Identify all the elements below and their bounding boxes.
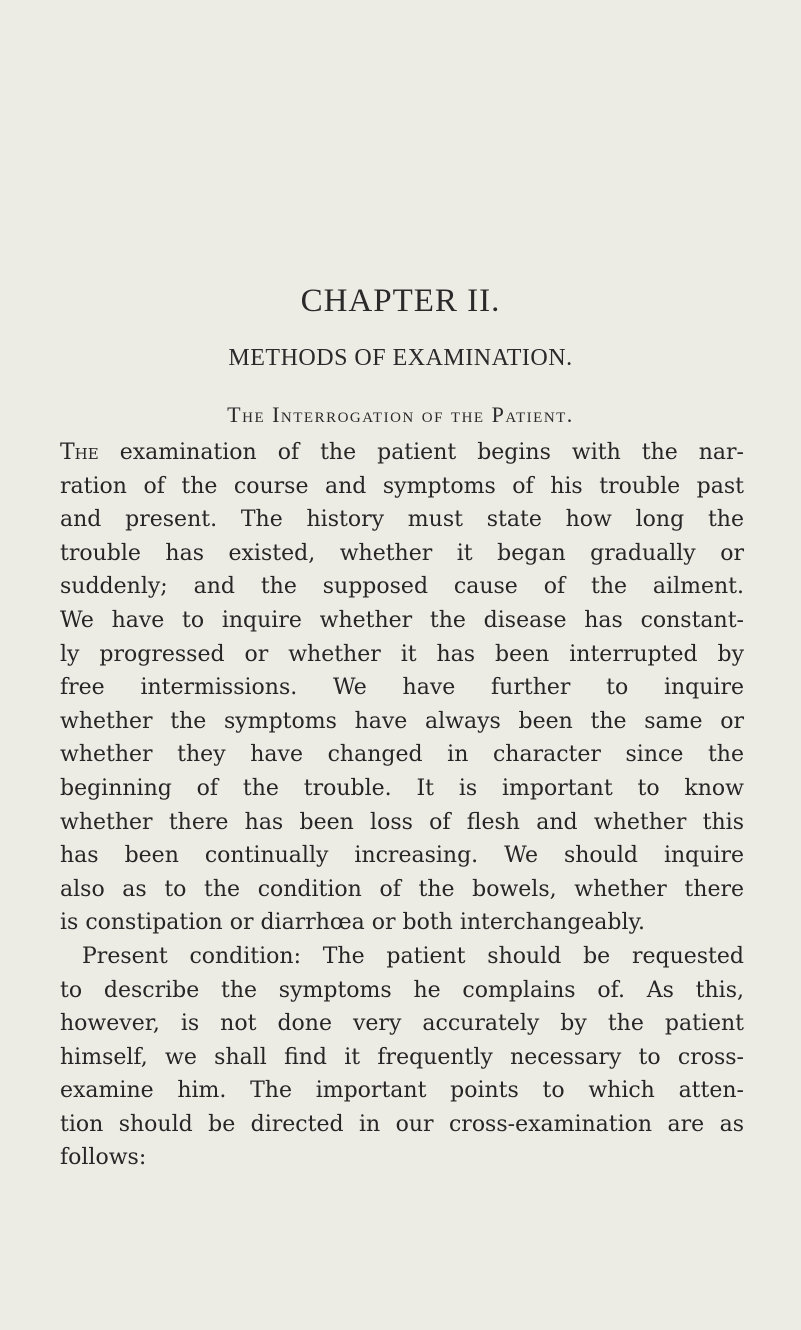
paragraph-2-line-2: to describe the symptoms he complains of. As this, (60, 977, 744, 1003)
paragraph-1-line-2: ration of the course and symptoms of his trouble past (60, 473, 744, 499)
paragraph-2-line-1: Present condition: The patient should be requested (82, 943, 744, 969)
paragraph-2-line-5: examine him. The important points to which atten- (60, 1078, 744, 1104)
paragraph-1-line-1-text: examination of the patient begins with the nar- (98, 440, 744, 465)
paragraph-1-line-9: whether the symptoms have always been the same or (60, 708, 744, 734)
body-text (60, 436, 744, 1175)
paragraph-1-line-12: whether there has been loss of flesh and whether this (60, 809, 744, 835)
section-title: METHODS OF EXAMINATION. (228, 345, 573, 371)
paragraph-2-line-7: follows: (60, 1145, 147, 1171)
paragraph-1-line-1 (60, 436, 744, 470)
paragraph-1-line-15: is constipation or diarrhœa or both interchangeably. (60, 910, 646, 936)
paragraph-1-line-4: trouble has existed, whether it began gradually or (60, 540, 744, 566)
chapter-title: CHAPTER II. (300, 283, 501, 319)
paragraph-1-line-13: has been continually increasing. We should inquire (60, 843, 744, 869)
paragraph-1-line-6: We have to inquire whether the disease has constant- (60, 607, 744, 633)
paragraph-1-lead: The (60, 440, 99, 465)
paragraph-2-line-3: however, is not done very accurately by the patient (60, 1011, 744, 1037)
subsection-title: The Interrogation of the Patient. (227, 402, 574, 427)
paragraph-1-line-3: and present. The history must state how long the (60, 507, 744, 533)
paragraph-1-line-11: beginning of the trouble. It is important to know (60, 775, 744, 801)
paragraph-1-line-14: also as to the condition of the bowels, whether there (60, 876, 744, 902)
paragraph-1-line-5: suddenly; and the supposed cause of the ailment. (60, 574, 744, 600)
paragraph-1-line-8: free intermissions. We have further to inquire (60, 675, 744, 701)
paragraph-2-line-4: himself, we shall find it frequently necessary to cross- (60, 1044, 744, 1070)
paragraph-1-line-7: ly progressed or whether it has been interrupted by (60, 641, 744, 667)
paragraph-2-line-6: tion should be directed in our cross-examination are as (60, 1111, 744, 1137)
paragraph-1-line-10: whether they have changed in character since the (60, 742, 744, 768)
